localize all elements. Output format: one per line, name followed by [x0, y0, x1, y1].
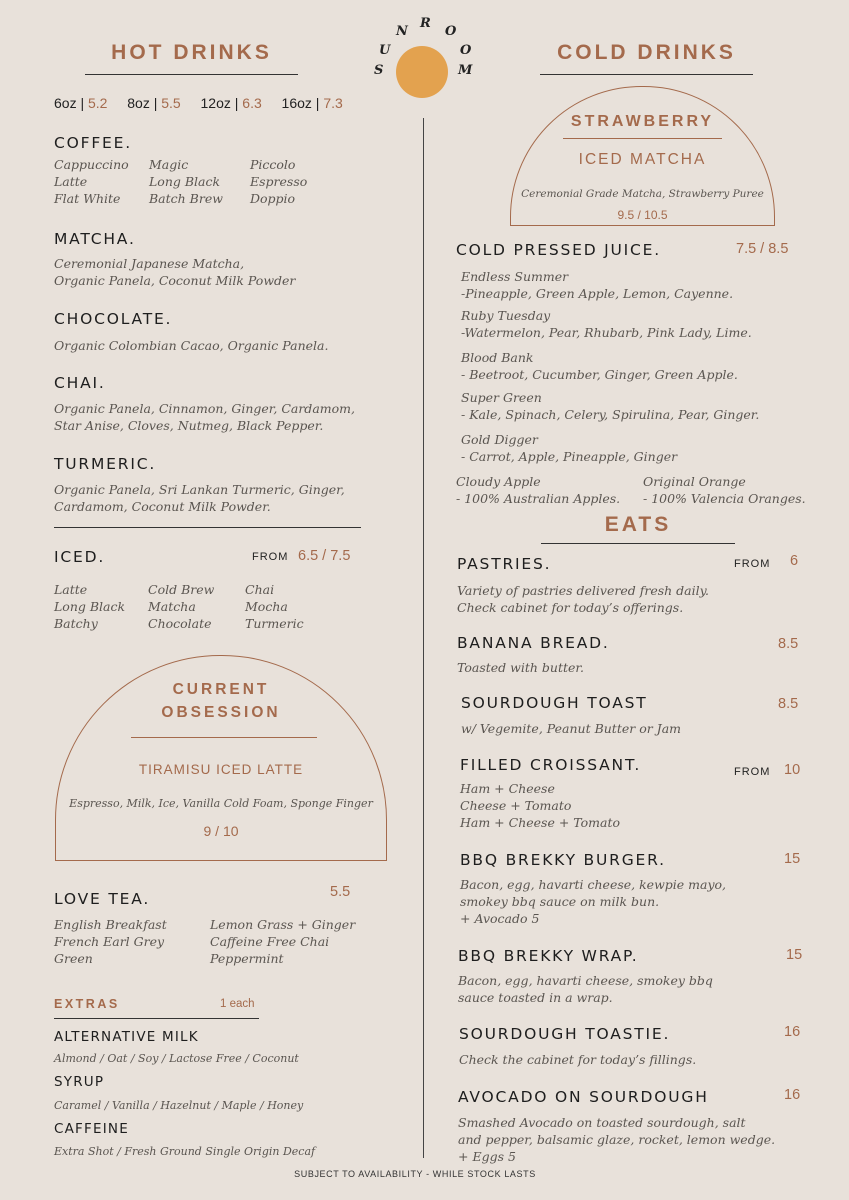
obsession-drink: TIRAMISU ICED LATTE — [138, 762, 304, 777]
strawberry-price: 9.5 / 10.5 — [617, 208, 668, 222]
logo-letter: N — [396, 24, 408, 39]
eats-item-desc — [459, 1051, 696, 1068]
desc-line: Ham + Cheese + Tomato — [460, 815, 621, 830]
juice-name: Blood Bank — [461, 350, 534, 365]
current-obsession-card — [55, 655, 387, 861]
extras-item-desc: Almond / Oat / Soy / Lactose Free / Coconut — [54, 1052, 299, 1065]
desc-line: Smashed Avocado on toasted sourdough, salt — [458, 1115, 746, 1130]
size-price: 5.5 — [161, 95, 181, 111]
juice-desc: - 100% Valencia Oranges. — [643, 491, 806, 506]
section-divider — [54, 527, 361, 528]
coffee-item: Magic — [149, 157, 189, 172]
obsession-title-2: OBSESSION — [161, 704, 281, 721]
juice-heading: COLD PRESSED JUICE. — [456, 241, 661, 259]
eats-item-desc — [461, 720, 681, 737]
extras-item-name: SYRUP — [54, 1074, 105, 1090]
juice-item — [461, 431, 677, 465]
desc-line: smokey bbq sauce on milk bun. — [460, 894, 660, 909]
eats-underline — [541, 543, 735, 544]
iced-item: Cold Brew — [148, 582, 215, 597]
eats-item-desc — [460, 876, 726, 927]
obsession-desc: Espresso, Milk, Ice, Vanilla Cold Foam, Sponge Finger — [69, 797, 373, 810]
eats-item-price: 10 — [784, 762, 801, 778]
eats-from-label: FROM — [734, 558, 771, 570]
logo-letter: R — [420, 16, 431, 31]
eats-item-price: 8.5 — [778, 636, 799, 652]
desc-line: Organic Panela, Coconut Milk Powder — [54, 273, 296, 288]
eats-item-price: 8.5 — [778, 696, 799, 712]
logo-letter: S — [374, 63, 384, 78]
desc-line: Organic Panela, Sri Lankan Turmeric, Ginger, — [54, 482, 345, 497]
hot-drinks-underline — [85, 74, 298, 75]
eats-item-desc — [458, 972, 713, 1006]
juice-item — [456, 473, 620, 507]
eats-item-name: BBQ BREKKY BURGER. — [460, 851, 666, 869]
desc-line: sauce toasted in a wrap. — [458, 990, 613, 1005]
coffee-item: Flat White — [54, 191, 121, 206]
coffee-heading: COFFEE. — [54, 134, 132, 152]
matcha-desc — [54, 255, 295, 289]
strawberry-title-2: ICED MATCHA — [578, 151, 707, 168]
juice-name: Endless Summer — [461, 269, 569, 284]
coffee-item: Batch Brew — [149, 191, 223, 206]
turmeric-heading: TURMERIC. — [54, 455, 157, 473]
juice-name: Super Green — [461, 390, 542, 405]
coffee-item: Espresso — [250, 174, 308, 189]
desc-line: Organic Colombian Cacao, Organic Panela. — [54, 338, 329, 353]
iced-item: Latte — [54, 582, 88, 597]
desc-line: Cheese + Tomato — [460, 798, 572, 813]
desc-line: Variety of pastries delivered fresh daily. — [457, 583, 710, 598]
eats-item-name: BBQ BREKKY WRAP. — [458, 947, 639, 965]
eats-item-name: BANANA BREAD. — [457, 634, 610, 652]
tea-item: Peppermint — [210, 951, 284, 966]
juice-item — [461, 268, 733, 302]
eats-title: EATS — [604, 513, 672, 536]
extras-each: 1 each — [220, 998, 255, 1010]
juice-name: Cloudy Apple — [456, 474, 541, 489]
juice-desc: - 100% Australian Apples. — [456, 491, 621, 506]
size-label: 8oz — [127, 95, 150, 111]
desc-line: + Avocado 5 — [460, 911, 540, 926]
juice-name: Original Orange — [643, 474, 746, 489]
desc-line: w/ Vegemite, Peanut Butter or Jam — [461, 721, 681, 736]
strawberry-title-1: STRAWBERRY — [570, 113, 715, 130]
logo-letter: U — [379, 43, 391, 58]
iced-item: Chocolate — [148, 616, 212, 631]
eats-item-price: 15 — [784, 851, 801, 867]
desc-line: Bacon, egg, havarti cheese, kewpie mayo, — [460, 877, 727, 892]
eats-item-name: FILLED CROISSANT. — [460, 756, 642, 774]
iced-price: 6.5 / 7.5 — [298, 548, 351, 564]
extras-title: EXTRAS — [54, 997, 120, 1011]
chai-heading: CHAI. — [54, 374, 106, 392]
iced-item: Mocha — [245, 599, 288, 614]
footer-note: SUBJECT TO AVAILABILITY - WHILE STOCK LASTS — [294, 1169, 536, 1179]
eats-item-desc — [460, 780, 620, 831]
juice-name: Gold Digger — [461, 432, 538, 447]
coffee-item: Cappuccino — [54, 157, 129, 172]
desc-line: + Eggs 5 — [458, 1149, 516, 1164]
desc-line: Bacon, egg, havarti cheese, smokey bbq — [458, 973, 713, 988]
extras-item-name: CAFFEINE — [54, 1121, 129, 1137]
desc-line: Ham + Cheese — [460, 781, 555, 796]
desc-line: and pepper, balsamic glaze, rocket, lemon wedge. — [458, 1132, 776, 1147]
eats-item-name: SOURDOUGH TOASTIE. — [459, 1025, 671, 1043]
eats-item-price: 16 — [784, 1087, 801, 1103]
iced-from-label: FROM — [252, 551, 289, 563]
size-price: 6.3 — [242, 95, 262, 111]
iced-item: Matcha — [148, 599, 196, 614]
tea-item: French Earl Grey — [54, 934, 165, 949]
extras-underline — [54, 1018, 259, 1019]
coffee-item: Latte — [54, 174, 88, 189]
sun-icon — [396, 46, 448, 98]
iced-item: Long Black — [54, 599, 126, 614]
obsession-title-1: CURRENT — [172, 681, 270, 698]
size-price-row: 6oz | 5.2 8oz | 5.5 12oz | 6.3 16oz | 7.3 — [54, 95, 343, 111]
iced-item: Turmeric — [245, 616, 304, 631]
chai-desc — [54, 400, 355, 434]
desc-line: Check the cabinet for today’s fillings. — [459, 1052, 697, 1067]
logo — [360, 15, 490, 100]
juice-desc: -Pineapple, Green Apple, Lemon, Cayenne. — [461, 286, 734, 301]
cold-drinks-title: COLD DRINKS — [557, 41, 736, 64]
logo-letter: O — [460, 43, 472, 58]
size-label: 16oz — [281, 95, 312, 111]
juice-price: 7.5 / 8.5 — [736, 241, 789, 257]
juice-desc: -Watermelon, Pear, Rhubarb, Pink Lady, Lime. — [461, 325, 752, 340]
desc-line: Ceremonial Japanese Matcha, — [54, 256, 245, 271]
chocolate-heading: CHOCOLATE. — [54, 310, 173, 328]
desc-line: Check cabinet for today’s offerings. — [457, 600, 684, 615]
eats-item-name: AVOCADO ON SOURDOUGH — [458, 1088, 709, 1106]
eats-from-label: FROM — [734, 766, 771, 778]
iced-item: Batchy — [54, 616, 98, 631]
desc-line: Star Anise, Cloves, Nutmeg, Black Pepper. — [54, 418, 324, 433]
eats-item-desc — [457, 582, 709, 616]
eats-item-desc — [457, 659, 584, 676]
juice-desc: - Carrot, Apple, Pineapple, Ginger — [461, 449, 678, 464]
eats-item-name: PASTRIES. — [457, 555, 552, 573]
strawberry-underline — [563, 138, 722, 139]
strawberry-card — [510, 86, 775, 226]
logo-letter: O — [445, 24, 457, 39]
turmeric-desc — [54, 481, 345, 515]
love-tea-heading: LOVE TEA. — [54, 890, 151, 908]
eats-item-name: SOURDOUGH TOAST — [461, 694, 648, 712]
juice-name: Ruby Tuesday — [461, 308, 551, 323]
tea-item: Caffeine Free Chai — [210, 934, 330, 949]
tea-item: Green — [54, 951, 93, 966]
tea-item: Lemon Grass + Ginger — [210, 917, 356, 932]
extras-item-name: ALTERNATIVE MILK — [54, 1029, 199, 1045]
matcha-heading: MATCHA. — [54, 230, 136, 248]
eats-item-price: 16 — [784, 1024, 801, 1040]
cold-drinks-underline — [540, 74, 753, 75]
iced-heading: ICED. — [54, 548, 106, 566]
eats-item-desc — [458, 1114, 775, 1165]
size-price: 7.3 — [323, 95, 343, 111]
chocolate-desc — [54, 337, 328, 354]
juice-item — [461, 349, 738, 383]
tea-item: English Breakfast — [54, 917, 167, 932]
coffee-item: Doppio — [250, 191, 296, 206]
logo-letter: M — [458, 63, 473, 78]
juice-item — [461, 389, 759, 423]
love-tea-price: 5.5 — [330, 884, 351, 900]
eats-item-price: 6 — [790, 553, 799, 569]
juice-item — [461, 307, 752, 341]
desc-line: Cardamom, Coconut Milk Powder. — [54, 499, 271, 514]
extras-item-desc: Caramel / Vanilla / Hazelnut / Maple / Honey — [54, 1099, 304, 1112]
hot-drinks-title: HOT DRINKS — [111, 41, 272, 64]
obsession-underline — [131, 737, 317, 738]
size-label: 12oz — [200, 95, 231, 111]
strawberry-desc: Ceremonial Grade Matcha, Strawberry Puree — [521, 188, 764, 200]
obsession-price: 9 / 10 — [203, 823, 239, 839]
juice-desc: - Beetroot, Cucumber, Ginger, Green Apple. — [461, 367, 738, 382]
eats-item-price: 15 — [786, 947, 803, 963]
juice-desc: - Kale, Spinach, Celery, Spirulina, Pear, Ginger. — [461, 407, 760, 422]
size-price: 5.2 — [88, 95, 108, 111]
desc-line: Toasted with butter. — [457, 660, 584, 675]
iced-item: Chai — [245, 582, 275, 597]
coffee-item: Piccolo — [250, 157, 296, 172]
extras-item-desc: Extra Shot / Fresh Ground Single Origin Decaf — [54, 1145, 316, 1158]
size-label: 6oz — [54, 95, 77, 111]
juice-item — [643, 473, 806, 507]
coffee-item: Long Black — [149, 174, 221, 189]
desc-line: Organic Panela, Cinnamon, Ginger, Cardamom, — [54, 401, 355, 416]
column-divider — [423, 118, 424, 1158]
